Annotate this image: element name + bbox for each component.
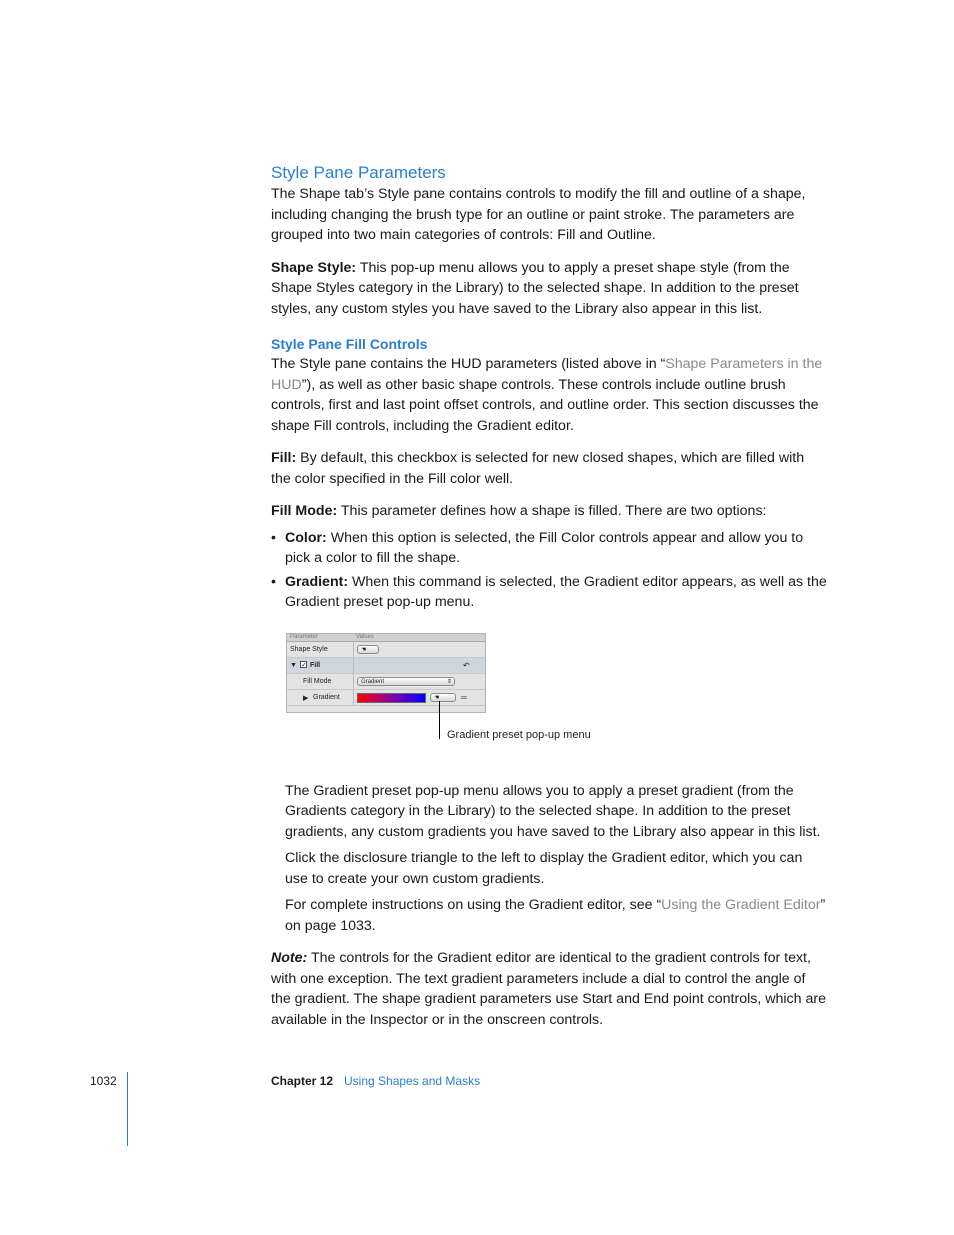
shape-style-paragraph: [271, 258, 827, 320]
subsection-title: Style Pane Fill Controls: [271, 336, 428, 352]
hud-parameters-link[interactable]: Shape Parameters in the HUD: [271, 356, 823, 393]
hand-icon: ☚: [434, 694, 440, 701]
section-intro: The Shape tab’s Style pane contains controls to modify the fill and outline of a shape, including changing the brush type for an outline or paint stroke. The parameters are grouped into two main categories of controls: Fill and Outline.: [271, 186, 806, 243]
fill-mode-text: This parameter defines how a shape is filled. There are two options:: [340, 503, 767, 519]
subsection-intro: [271, 354, 827, 436]
after-figure-block: [271, 781, 827, 937]
option-label: Color:: [285, 529, 327, 546]
reset-icon[interactable]: ↶: [463, 660, 470, 670]
gradient-editor-link[interactable]: Using the Gradient Editor: [661, 897, 821, 913]
shape-style-popup-button[interactable]: [357, 645, 379, 654]
fill-mode-popup[interactable]: [357, 677, 455, 686]
fill-label: Fill:: [271, 450, 297, 466]
fill-mode-row-label: Fill Mode: [303, 677, 332, 685]
fill-mode-paragraph: [271, 501, 827, 522]
style-pane-figure: [271, 631, 827, 781]
popup-arrows-icon: ⇕: [446, 678, 452, 685]
fill-mode-options-list: [271, 528, 827, 613]
footer-chapter-title[interactable]: Using Shapes and Masks: [344, 1074, 481, 1088]
subsection-text-after: ”), as well as other basic shape controls. These controls include outline brush controls, first and last point offset controls, and outline order. This section discusses the shape Fill controls, including the Gradient editor.: [271, 376, 819, 434]
gradient-row-label: Gradient: [313, 693, 340, 701]
note-label: Note:: [271, 950, 308, 966]
fill-mode-value: Gradient: [361, 678, 385, 685]
reference-before: For complete instructions on using the Gradient editor, see “: [285, 897, 662, 913]
header-parameter: Parameter: [290, 633, 319, 640]
gradient-swatch[interactable]: [357, 693, 426, 703]
fill-disclosure-icon[interactable]: ▼: [290, 661, 297, 669]
panel-header: [287, 634, 485, 642]
reference-after: ” on page 1033.: [285, 897, 826, 934]
list-item: [271, 572, 827, 613]
gradient-row: [287, 690, 485, 706]
page-number: 1032: [90, 1074, 117, 1088]
fill-row: [287, 658, 485, 674]
section-title: Style Pane Parameters: [271, 163, 446, 182]
gradient-preset-description: The Gradient preset pop-up menu allows you to apply a preset gradient (from the Gradients category in the Library) to the selected shape. In addition to the preset gradients, any custom gradients you have saved to the Library also appear in this list.: [285, 782, 821, 840]
note-text: The controls for the Gradient editor are identical to the gradient controls for text, with one exception. The text gradient parameters include a dial to control the angle of the gradient. The shape gradient parameters use Start and End point controls, which are available in the Inspector or in the onscreen controls.: [271, 950, 826, 1028]
fill-row-label: Fill: [310, 661, 321, 669]
note-paragraph: [271, 948, 827, 1030]
gradient-preset-callout: Gradient preset pop-up menu: [447, 728, 591, 741]
header-values: Values: [356, 633, 374, 640]
subsection-text-before: The Style pane contains the HUD parameters (listed above in “: [271, 356, 666, 372]
disclosure-triangle-description: Click the disclosure triangle to the left to display the Gradient editor, which you can use to create your own custom gradients.: [285, 850, 803, 887]
bullet-icon: •: [271, 529, 276, 546]
option-text: When this option is selected, the Fill Color controls appear and allow you to pick a color to fill the shape.: [285, 529, 804, 566]
instructions-reference: [285, 895, 827, 936]
bullet-icon: •: [271, 573, 276, 590]
page-content: [271, 162, 827, 1030]
fill-text: By default, this checkbox is selected for new closed shapes, which are filled with the color specified in the Fill color well.: [271, 450, 805, 487]
list-item: [271, 528, 827, 569]
shape-style-row-label: Shape Style: [290, 645, 328, 653]
inspector-panel-screenshot: [286, 633, 486, 713]
callout-line: [439, 701, 440, 739]
shape-style-text: This pop-up menu allows you to apply a preset shape style (from the Shape Styles category in the Library) to the selected shape. In addition to the preset styles, any custom styles you have saved to the Library also appear in this list.: [271, 259, 799, 317]
gradient-disclosure-icon[interactable]: ▶: [303, 694, 309, 702]
fill-mode-row: [287, 674, 485, 690]
gradient-preset-popup-button[interactable]: [430, 693, 456, 702]
fill-checkbox[interactable]: ✓: [301, 661, 307, 669]
option-label: Gradient:: [285, 573, 349, 590]
footer-rule: [127, 1072, 128, 1146]
fill-mode-label: Fill Mode:: [271, 503, 338, 519]
animate-icon[interactable]: ═: [461, 692, 467, 702]
shape-style-row: [287, 642, 485, 658]
shape-style-label: Shape Style:: [271, 259, 357, 276]
hand-icon: ☚: [361, 646, 367, 653]
footer-chapter: Chapter 12: [271, 1074, 334, 1088]
option-text: When this command is selected, the Gradient editor appears, as well as the Gradient preset pop-up menu.: [285, 573, 827, 610]
fill-paragraph: [271, 448, 827, 489]
